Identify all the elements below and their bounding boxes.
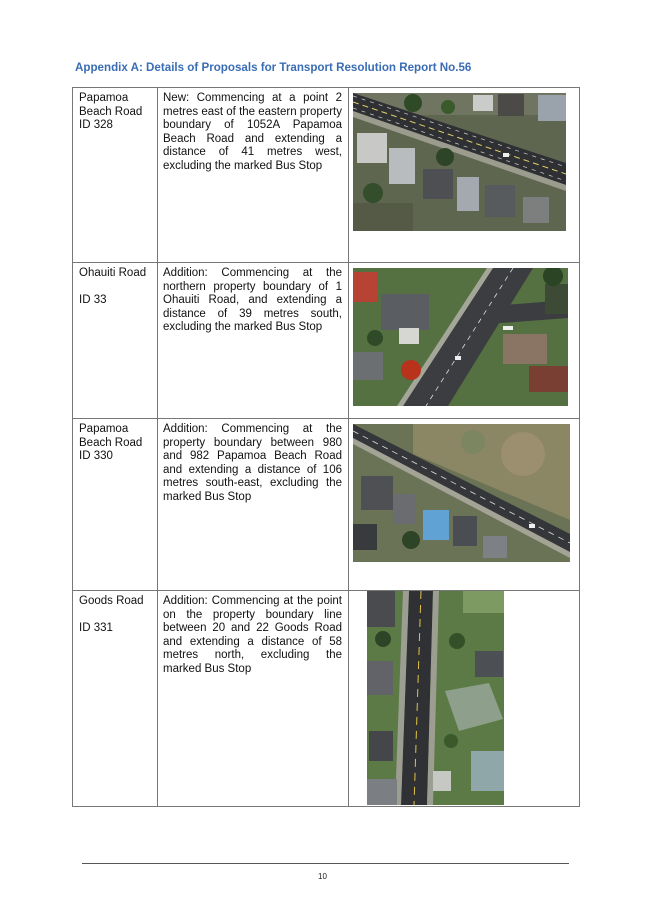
page-title: Appendix A: Details of Proposals for Transport Resolution Report No.56 [75,61,472,74]
road-name: Goods Road [79,595,144,607]
image-cell [349,263,580,419]
aerial-photo-3 [353,424,570,562]
road-cell [73,263,158,419]
page-number: 10 [318,872,327,881]
proposal-description: Addition: Commencing at the property boundary between 980 and 982 Papamoa Beach Road and extending a distance of 106 metres south-east, excluding the marked Bus Stop [163,423,342,503]
footer-divider [82,863,569,864]
aerial-photo-4 [367,591,504,805]
road-id: ID 328 [79,119,113,132]
proposal-description: New: Commencing at a point 2 metres east of the eastern property boundary of 1052A Papamoa Beach Road and extending a distance of 41 metres west, excluding the marked Bus Stop [163,92,342,172]
proposal-description: Addition: Commencing at the point on the property boundary line between 20 and 22 Goods Road and extending a distance of 58 metres north, excluding the marked Bus Stop [163,595,342,675]
road-name: Ohauiti Road [79,267,147,279]
image-cell [349,88,580,263]
road-cell [73,419,158,591]
image-cell [349,591,580,807]
road-cell [73,591,158,807]
description-cell [158,263,349,419]
description-cell [158,419,349,591]
road-id: ID 330 [79,450,113,463]
proposals-table [72,87,580,807]
aerial-photo-1 [353,93,566,231]
proposal-description: Addition: Commencing at the northern property boundary of 1 Ohauiti Road, and extending a distance of 39 metres south, excluding the marked Bus Stop [163,267,342,334]
road-id: ID 33 [79,294,107,306]
road-cell [73,88,158,263]
aerial-photo-2 [353,268,568,406]
description-cell [158,88,349,263]
table-row [73,419,580,591]
table-row [73,591,580,807]
image-cell [349,419,580,591]
road-name: Papamoa Beach Road [79,92,143,118]
table-row [73,88,580,263]
table-row [73,263,580,419]
road-name: Papamoa Beach Road [79,423,143,449]
description-cell [158,591,349,807]
road-id: ID 331 [79,622,113,634]
